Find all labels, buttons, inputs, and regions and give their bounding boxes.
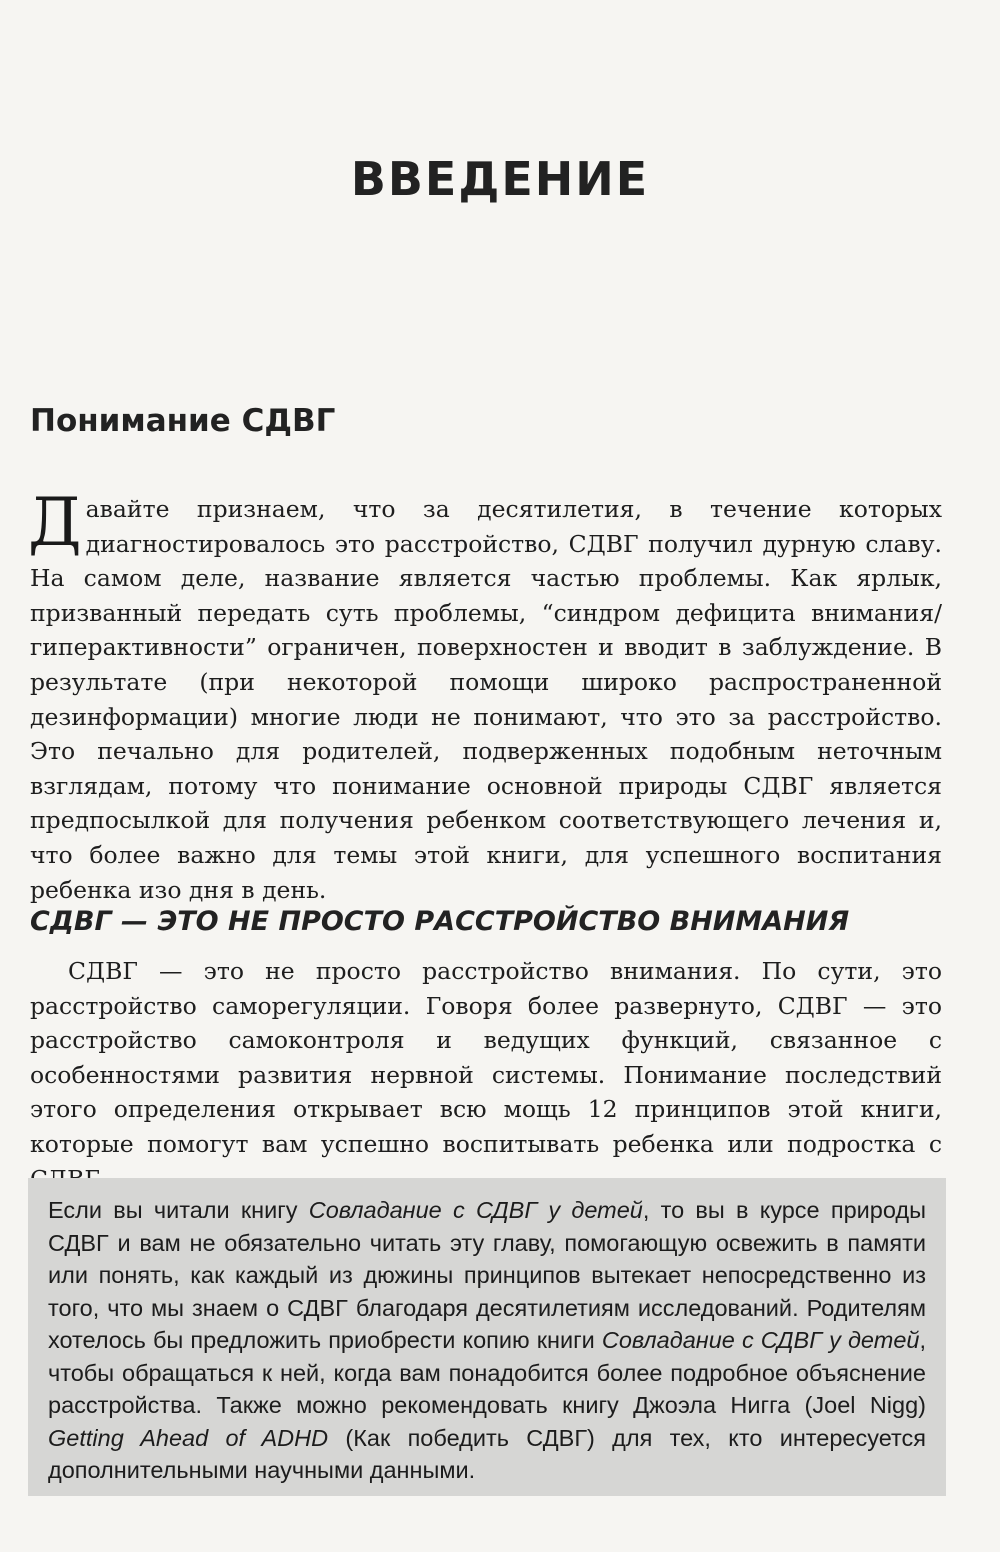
section-title: Понимание СДВГ xyxy=(30,403,336,439)
note-book-title-3: Getting Ahead of ADHD xyxy=(48,1424,329,1451)
sidebar-note-text xyxy=(48,1194,926,1487)
intro-paragraph-text: авайте признаем, что за десятилетия, в течение которых диагностировалось это расстройство, СДВГ получил дурную славу. На самом деле, название является частью проблемы. Как ярлык, призванный передать суть проблемы, “синдром дефицита внимания/гиперактивности” ограничен, поверхностен и вводит в заблуждение. В результате (при некоторой помощи широко распространенной дезинформации) многие люди не понимают, что это за расстройство. Это печально для родителей, подверженных подобным неточным взглядам, потому что понимание основной природы СДВГ является предпосылкой для получения ребенком соответствующего лечения и, что более важно для темы этой книги, для успешного воспитания ребенка изо дня в день. xyxy=(30,495,942,904)
note-book-title-1: Совладание с СДВГ у детей xyxy=(308,1197,643,1223)
intro-paragraph xyxy=(28,484,942,907)
subsection-title: СДВГ — ЭТО НЕ ПРОСТО РАССТРОЙСТВО ВНИМАНИЯ xyxy=(30,906,850,937)
sidebar-note-box xyxy=(28,1178,946,1496)
note-text-part-3: , чтобы обращаться к ней, когда вам понадобится более подробное объяснение расстройства. Также можно рекомендовать книгу Джоэла Нигга (Joel Nigg) xyxy=(48,1327,926,1418)
chapter-title: ВВЕДЕНИЕ xyxy=(350,152,650,206)
note-text-part-4: (Как победить СДВГ) для тех, кто интересуется дополнительными научными данными. xyxy=(48,1424,927,1483)
subsection-paragraph: СДВГ — это не просто расстройство внимания. По сути, это расстройство саморегуляции. Говоря более развернуто, СДВГ — это расстройство самоконтроля и ведущих функций, связанное с особенностями развития нервной системы. Понимание последствий этого определения открывает всю мощь 12 принципов этой книги, которые помогут вам успешно воспитывать ребенка или подростка с xyxy=(30,957,942,1158)
drop-cap-letter: Д xyxy=(28,484,82,561)
note-text-part-2: , то вы в курсе природы СДВГ и вам не обязательно читать эту главу, помогающую освежить в памяти или понять, как каждый из дюжины принципов вытекает непосредственно из того, что мы знаем о СДВГ благодаря десятилетиям исследований. Родителям хотелось бы предложить приобрести копию книги xyxy=(48,1197,926,1353)
note-book-title-2: Совладание с СДВГ у детей xyxy=(601,1327,920,1353)
note-text-part-1: Если вы читали книгу xyxy=(48,1197,309,1223)
